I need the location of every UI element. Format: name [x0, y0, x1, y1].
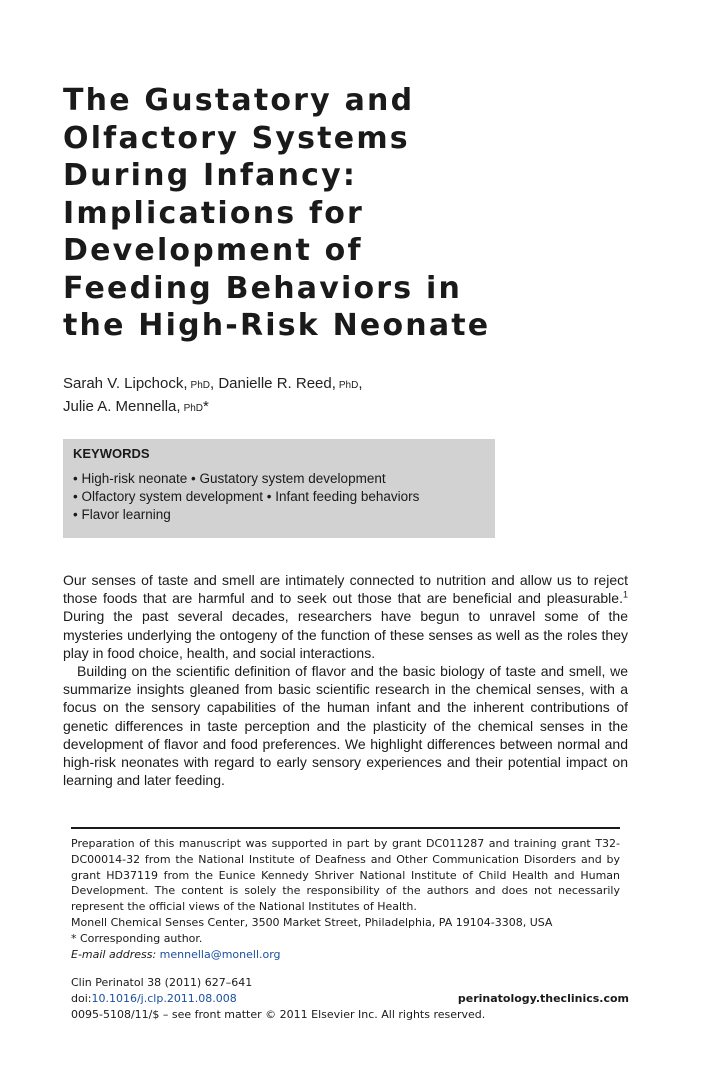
keyword-line: • Flavor learning: [73, 507, 171, 522]
title-line: During Infancy:: [63, 158, 358, 193]
title-line: Development of: [63, 233, 363, 268]
author-name: Sarah V. Lipchock,: [63, 375, 188, 392]
doi-prefix: doi:: [71, 991, 92, 1005]
title-line: Feeding Behaviors in: [63, 270, 463, 306]
author-list: [63, 373, 663, 419]
body-text: Our senses of taste and smell are intimately connected to nutrition and allow us to reject those foods that are harmful and to seek out those that are beneficial and pleasurable.: [63, 572, 628, 607]
corresponding-author-mark: *: [203, 398, 209, 415]
title-line: Implications for: [63, 195, 365, 231]
author-line: [63, 396, 663, 419]
title-line: the High-Risk Neonate: [63, 308, 491, 343]
journal-citation: Clin Perinatol 38 (2011) 627–641: [71, 976, 253, 989]
keyword-line: • Olfactory system development • Infant feeding behaviors: [73, 489, 420, 504]
corresponding-note: * Corresponding author.: [71, 931, 203, 945]
author-line: [63, 373, 663, 396]
keywords-heading: KEYWORDS: [73, 446, 150, 461]
title-line: The Gustatory and: [63, 83, 415, 118]
keyword-line: • High-risk neonate • Gustatory system development: [73, 471, 386, 486]
footnote-rule: [71, 827, 620, 829]
copyright-line: 0095-5108/11/$ – see front matter © 2011 Elsevier Inc. All rights reserved.: [71, 1007, 486, 1021]
author-degree: PhD: [338, 380, 359, 391]
website-link[interactable]: perinatology.theclinics.com: [457, 991, 629, 1005]
author-degree: PhD: [190, 380, 210, 391]
article-title: [63, 82, 663, 345]
body-paragraph: [63, 571, 628, 662]
reference-superscript[interactable]: 1: [622, 589, 628, 600]
title-line: Olfactory Systems: [63, 120, 410, 156]
author-degree: PhD: [183, 403, 204, 414]
email-link[interactable]: mennella@monell.org: [159, 947, 281, 961]
body-text: During the past several decades, researchers have begun to unravel some of the mysteries underlying the ontogeny of the function of these senses as well as the roles they play in food choice, health, and social interactions.: [63, 608, 628, 661]
doi-link[interactable]: 10.1016/j.clp.2011.08.008: [91, 991, 237, 1005]
keywords-box: [63, 439, 495, 538]
doi-line: [71, 991, 629, 1007]
affiliation-note: Monell Chemical Senses Center, 3500 Market Street, Philadelphia, PA 19104-3308, USA: [71, 915, 553, 929]
body-paragraph: Building on the scientific definition of flavor and the basic biology of taste and smell, we summarize insights gleaned from basic scientific research in the chemical senses, with a focus on the sensory capabilities of the human infant and the inherent contributions of genetic differences in taste perception and the plasticity of the chemical senses in the development of flavor and food preferences. We highlight differences between normal and high-risk neonates with regard to early sensory experiences and their potential impact on learning and later feeding.: [63, 663, 628, 789]
citation-block: [71, 975, 629, 1022]
author-separator: ,: [209, 375, 215, 392]
email-line: [71, 947, 620, 963]
author-separator: ,: [358, 375, 363, 392]
footnotes: [71, 836, 620, 962]
funding-note: Preparation of this manuscript was supported in part by grant DC011287 and training grant T32-DC00014-32 from the National Institute of Deafness and Other Communication Disorders and by grant HD37119 from the Eunice Kennedy Shriver National Institute of Child Health and Human Development. The content is solely the responsibility of the authors and does not necessarily represent the official views of the National Institutes of Health.: [71, 837, 620, 914]
author-name: Danielle R. Reed,: [218, 375, 336, 392]
email-label: E-mail address:: [71, 947, 157, 961]
author-name: Julie A. Mennella,: [63, 398, 181, 415]
abstract-body: [63, 571, 628, 789]
